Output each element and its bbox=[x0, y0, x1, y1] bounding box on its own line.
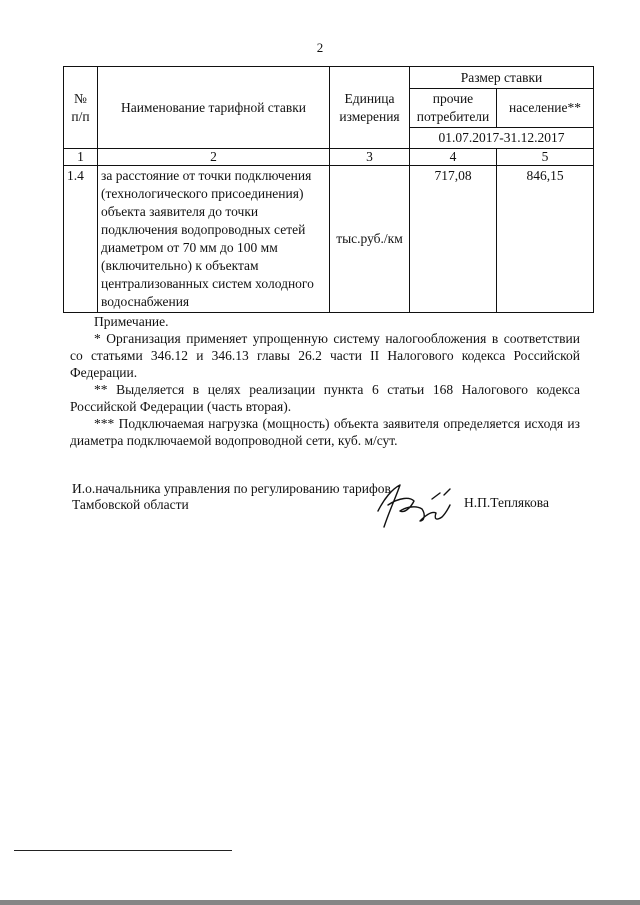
header-unit: Единица измерения bbox=[330, 67, 410, 149]
notes-section bbox=[70, 313, 580, 449]
index-cell: 5 bbox=[497, 149, 594, 166]
header-population: население** bbox=[497, 89, 594, 128]
note-item: *** Подключаемая нагрузка (мощность) объекта заявителя определяется исходя из диаметра подключаемой водопроводной сети, куб. м/сут. bbox=[70, 416, 580, 448]
page-number: 2 bbox=[316, 40, 324, 55]
signatory-name: Н.П.Теплякова bbox=[464, 495, 549, 510]
bottom-divider bbox=[14, 850, 232, 851]
row-population-value: 846,15 bbox=[497, 166, 594, 313]
header-rate-size: Размер ставки bbox=[410, 67, 594, 89]
signature-block bbox=[70, 479, 590, 539]
index-cell: 4 bbox=[410, 149, 497, 166]
handwritten-signature bbox=[370, 475, 465, 535]
table-row bbox=[64, 166, 594, 313]
row-num: 1.4 bbox=[64, 166, 98, 313]
header-name: Наименование тарифной ставки bbox=[98, 67, 330, 149]
notes-heading: Примечание. bbox=[94, 314, 169, 329]
table-index-row bbox=[64, 149, 594, 166]
signatory-title: И.о.начальника управления по регулированию тарифов Тамбовской области bbox=[72, 481, 391, 512]
tariff-table bbox=[63, 66, 594, 313]
index-cell: 1 bbox=[64, 149, 98, 166]
scan-edge bbox=[0, 900, 640, 905]
row-other-value: 717,08 bbox=[410, 166, 497, 313]
note-item: ** Выделяется в целях реализации пункта 6 статьи 168 Налогового кодекса Российской Федерации (часть вторая). bbox=[70, 382, 580, 414]
row-unit: тыс.руб./км bbox=[330, 166, 410, 313]
header-other-consumers: прочие потребители bbox=[410, 89, 497, 128]
header-num: № п/п bbox=[64, 67, 98, 149]
note-item: * Организация применяет упрощенную систему налогообложения в соответствии со статьями 346.12 и 346.13 главы 26.2 части II Налогового кодекса Российской Федерации. bbox=[70, 331, 580, 380]
index-cell: 3 bbox=[330, 149, 410, 166]
index-cell: 2 bbox=[98, 149, 330, 166]
row-name: за расстояние от точки подключения (технологического присоединения) объекта заявителя до точки подключения водопроводных сетей диаметром от 70 мм до 100 мм (включительно) к объектам централизованных систем холодного водоснабжения bbox=[98, 166, 330, 313]
header-period: 01.07.2017-31.12.2017 bbox=[410, 128, 594, 149]
